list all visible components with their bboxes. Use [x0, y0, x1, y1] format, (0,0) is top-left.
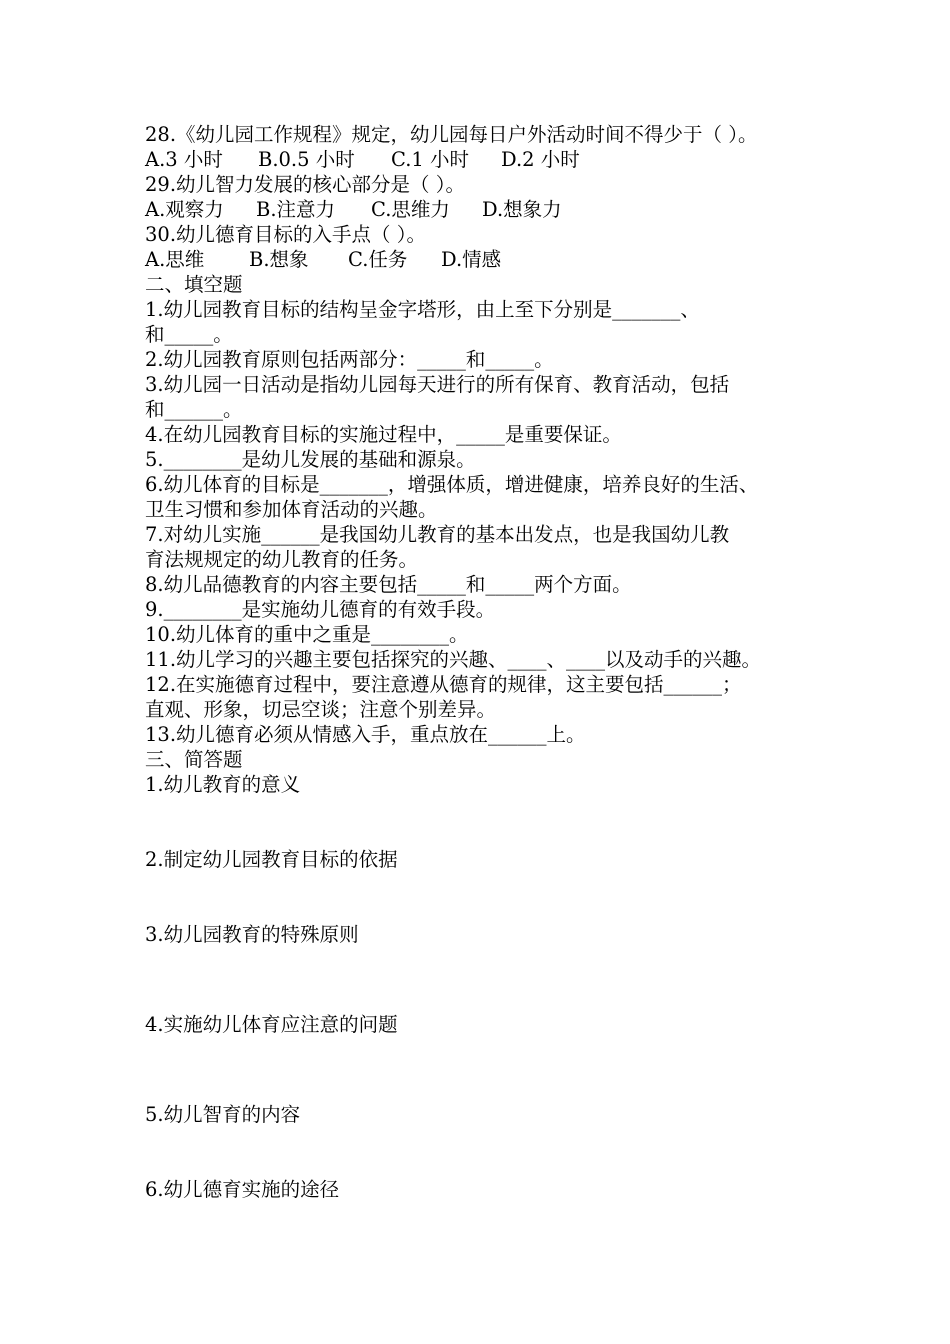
fill-line: 2.幼儿园教育原则包括两部分：_____和_____。 [145, 348, 554, 371]
options-row [145, 147, 835, 172]
fill-line: 4.在幼儿园教育目标的实施过程中，_____是重要保证。 [145, 423, 622, 446]
question-text: 30.幼儿德育目标的入手点（ ）。 [145, 223, 426, 246]
section-heading: 三、简答题 [145, 748, 243, 771]
question-text: 29.幼儿智力发展的核心部分是（ ）。 [145, 173, 465, 196]
option-c: C.思维力 [371, 198, 450, 221]
option-d: D.想象力 [482, 198, 562, 221]
fill-line: 直观、形象，切忌空谈；注意个别差异。 [145, 698, 497, 721]
question-text: 28.《幼儿园工作规程》规定，幼儿园每日户外活动时间不得少于（ ）。 [145, 123, 758, 146]
fill-line: 12.在实施德育过程中，要注意遵从德育的规律，这主要包括______； [145, 673, 742, 696]
fill-line: 和______。 [145, 398, 243, 421]
choice-question-29 [145, 172, 835, 222]
option-a: A.思维 [145, 248, 205, 271]
fill-line: 5.________是幼儿发展的基础和源泉。 [145, 448, 476, 471]
option-b: B.注意力 [256, 198, 336, 221]
fill-line: 育法规规定的幼儿教育的任务。 [145, 548, 419, 571]
fill-line: 7.对幼儿实施______是我国幼儿教育的基本出发点，也是我国幼儿教 [145, 523, 730, 546]
fill-line: 9.________是实施幼儿德育的有效手段。 [145, 598, 496, 621]
option-c: C.1 小时 [391, 148, 470, 171]
option-b: B.想象 [249, 248, 309, 271]
short-answer-question: 2.制定幼儿园教育目标的依据 [145, 848, 398, 871]
section-heading: 二、填空题 [145, 273, 243, 296]
option-d: D.情感 [441, 248, 502, 271]
option-a: A.观察力 [145, 198, 224, 221]
short-answer-question: 6.幼儿德育实施的途径 [145, 1178, 340, 1201]
fill-line: 10.幼儿体育的重中之重是________。 [145, 623, 469, 646]
fill-line: 13.幼儿德育必须从情感入手，重点放在______上。 [145, 723, 586, 746]
short-answer-question: 3.幼儿园教育的特殊原则 [145, 923, 359, 946]
choice-question-28 [145, 122, 835, 172]
option-b: B.0.5 小时 [258, 148, 355, 171]
fill-line: 8.幼儿品德教育的内容主要包括_____和_____两个方面。 [145, 573, 632, 596]
short-answer-question: 4.实施幼儿体育应注意的问题 [145, 1013, 398, 1036]
fill-line: 6.幼儿体育的目标是_______，增强体质，增进健康，培养良好的生活、 [145, 473, 759, 496]
fill-line: 卫生习惯和参加体育活动的兴趣。 [145, 498, 438, 521]
fill-line: 3.幼儿园一日活动是指幼儿园每天进行的所有保育、教育活动，包括 [145, 373, 730, 396]
fill-line: 11.幼儿学习的兴趣主要包括探究的兴趣、____、____以及动手的兴趣。 [145, 648, 762, 671]
option-c: C.任务 [348, 248, 408, 271]
short-answer-question: 5.幼儿智育的内容 [145, 1103, 301, 1126]
option-a: A.3 小时 [145, 148, 223, 171]
options-row [145, 247, 835, 272]
document-page [145, 122, 835, 1202]
short-answer-question: 1.幼儿教育的意义 [145, 773, 301, 796]
fill-line: 和_____。 [145, 323, 233, 346]
choice-question-30 [145, 222, 835, 272]
option-d: D.2 小时 [501, 148, 580, 171]
options-row [145, 197, 835, 222]
fill-line: 1.幼儿园教育目标的结构呈金字塔形，由上至下分别是_______、 [145, 298, 700, 321]
